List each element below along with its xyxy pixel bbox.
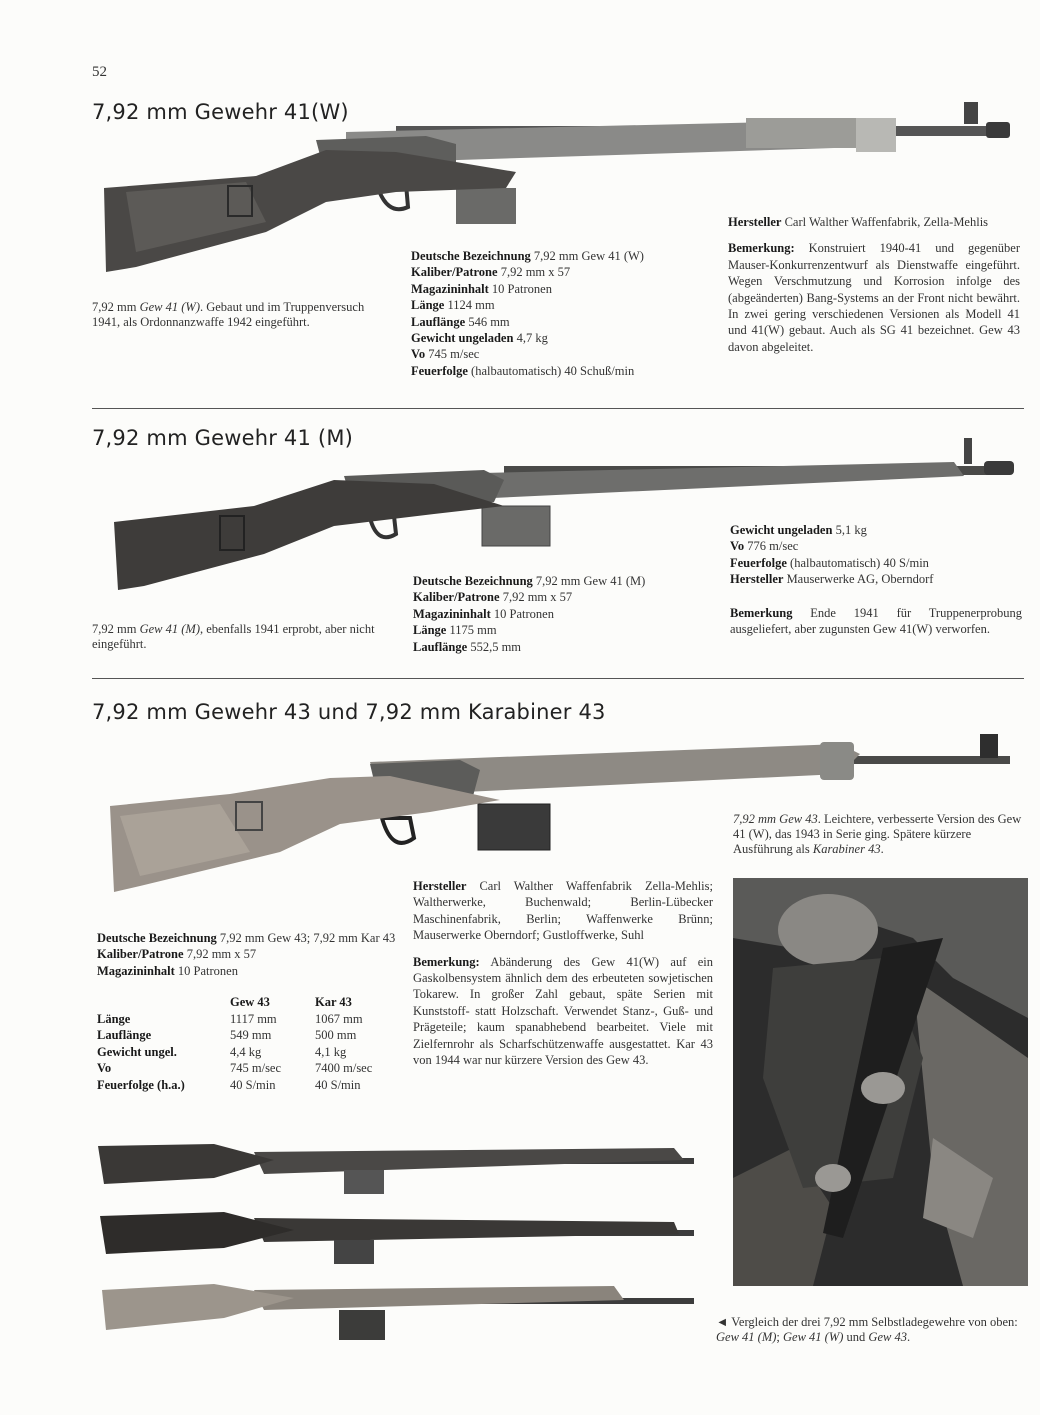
spec-value: 10 Patronen	[493, 606, 554, 621]
section-title-gewehr-41w: 7,92 mm Gewehr 41(W)	[92, 100, 349, 124]
table-cell-kar: 1067 mm	[315, 1011, 363, 1026]
table-cell-gew: 40 S/min	[230, 1077, 276, 1092]
section-divider-2	[92, 678, 1024, 679]
table-cell-gew: 1117 mm	[230, 1011, 277, 1026]
spec-key: Gewicht ungeladen	[730, 523, 833, 537]
spec-value: 7,92 mm x 57	[502, 590, 573, 605]
caption-three-rifles: ◄ Vergleich der drei 7,92 mm Selbstladegewehre von oben: Gew 41 (M); Gew 41 (W) und Gew 43.	[716, 1315, 1018, 1344]
caption-gewehr-43: 7,92 mm Gew 43. Leichtere, verbesserte Version des Gew 41 (W), das 1943 in Serie ging. Spätere kürzere Ausführung als Karabiner 43.	[733, 812, 1022, 856]
spec-key: Deutsche Bezeichnung	[413, 574, 533, 588]
column-header-gew43: Gew 43	[230, 995, 270, 1009]
table-row	[97, 1060, 405, 1077]
section-title-gewehr-41m: 7,92 mm Gewehr 41 (M)	[92, 426, 354, 450]
spec-value: 1175 mm	[449, 623, 497, 638]
spec-key: Lauflänge	[413, 639, 468, 654]
table-cell-gew: 745 m/sec	[230, 1061, 282, 1075]
spec-line	[730, 555, 1020, 571]
spec-value: 546 mm	[468, 314, 510, 329]
section-divider-1	[92, 408, 1024, 409]
spec-key: Kaliber/Patrone	[413, 590, 500, 605]
spec-value: (halbautomatisch) 40 S/min	[790, 555, 929, 570]
spec-line	[411, 346, 711, 362]
table-row	[97, 1044, 405, 1061]
spec-line	[413, 573, 713, 589]
table-cell-key: Lauflänge	[97, 1028, 152, 1042]
spec-line	[411, 248, 711, 264]
spec-value: 7,92 mm Gew 41 (M)	[535, 574, 646, 588]
notes-gewehr-41m: Bemerkung Ende 1941 für Truppenerprobung ausgeliefert, aber zugunsten Gew 41(W) verworfen.	[730, 606, 1022, 637]
spec-key: Vo	[411, 347, 426, 362]
spec-key: Gewicht ungeladen	[411, 331, 514, 346]
table-row	[97, 1077, 405, 1094]
table-row	[97, 1011, 405, 1028]
spec-key: Länge	[413, 623, 447, 638]
soldier-trench-photo	[733, 878, 1028, 1286]
spec-line	[413, 589, 713, 605]
section-title-gewehr-43: 7,92 mm Gewehr 43 und 7,92 mm Karabiner 43	[92, 700, 606, 724]
spec-line	[730, 522, 1020, 538]
specs-right-gewehr-41m	[730, 522, 1020, 588]
table-row	[97, 1027, 405, 1044]
spec-line	[411, 264, 711, 280]
spec-value: 7,92 mm x 57	[500, 265, 571, 280]
table-cell-key: Länge	[97, 1011, 131, 1026]
spec-key: Magazininhalt	[411, 281, 489, 296]
specs-gewehr-43: Deutsche Bezeichnung 7,92 mm Gew 43; 7,92 mm Kar 43 Kaliber/Patrone 7,92 mm x 57 Magazininhalt 10 Patronen	[97, 931, 396, 978]
spec-value: 4,7 kg	[516, 331, 548, 346]
spec-key: Vo	[730, 539, 745, 554]
table-cell-kar: 7400 m/sec	[315, 1061, 373, 1075]
spec-value: 552,5 mm	[470, 639, 522, 654]
spec-key: Kaliber/Patrone	[411, 265, 498, 280]
caption-gewehr-41w: 7,92 mm Gew 41 (W). Gebaut und im Truppenversuch 1941, als Ordonnanzwaffe 1942 eingeführt.	[92, 300, 365, 329]
spec-line	[413, 622, 713, 638]
spec-value: 745 m/sec	[428, 347, 480, 362]
specs-gewehr-41w	[411, 248, 711, 379]
spec-line	[413, 639, 713, 655]
notes-gewehr-41w: Hersteller Carl Walther Waffenfabrik, Zella-Mehlis Bemerkung: Konstruiert 1940-41 und gegenüber Mauser-Konkurrenzentwurf als Dienstwaffe eingeführt. Wegen Verschmutzung und Korrosion infolge des (abgeänderten) Bang-Systems an der Front nicht bewährt. In zwei gering verschiedenen Versionen als Modell 41 und 41(W) gebaut. Auch als SG 41 bezeichnet. Gew 43 davon abgeleitet.	[728, 215, 1021, 354]
three-rifles-comparison-photo	[94, 1130, 706, 1355]
spec-line	[411, 297, 711, 313]
table-cell-kar: 40 S/min	[315, 1077, 361, 1092]
spec-line	[730, 538, 1020, 554]
spec-key: Magazininhalt	[413, 606, 491, 621]
spec-line	[730, 571, 1020, 587]
column-header-kar43: Kar 43	[315, 995, 352, 1009]
table-cell-key: Gewicht ungel.	[97, 1044, 177, 1059]
spec-key: Deutsche Bezeichnung	[411, 249, 531, 263]
spec-value: 7,92 mm Gew 41 (W)	[533, 249, 644, 263]
spec-key: Feuerfolge	[411, 363, 468, 378]
table-cell-key: Feuerfolge (h.a.)	[97, 1077, 185, 1092]
spec-value: 5,1 kg	[835, 523, 867, 537]
spec-line	[413, 606, 713, 622]
spec-value: 776 m/sec	[747, 539, 799, 554]
spec-key: Lauflänge	[411, 314, 466, 329]
table-cell-kar: 500 mm	[315, 1028, 357, 1042]
table-cell-key: Vo	[97, 1061, 112, 1075]
table-cell-kar: 4,1 kg	[315, 1044, 347, 1059]
spec-line	[411, 281, 711, 297]
spec-line	[411, 314, 711, 330]
spec-line	[411, 330, 711, 346]
spec-value: 10 Patronen	[491, 281, 552, 296]
table-cell-gew: 4,4 kg	[230, 1044, 262, 1059]
arrow-left-icon: ◄	[716, 1315, 729, 1329]
spec-value: Mauserwerke AG, Oberndorf	[786, 572, 934, 587]
comparison-table-gew43-kar43	[97, 994, 405, 1093]
spec-key: Länge	[411, 298, 445, 313]
specs-gewehr-41m	[413, 573, 713, 655]
spec-line	[411, 363, 711, 379]
caption-gewehr-41m: 7,92 mm Gew 41 (M), ebenfalls 1941 erprobt, aber nicht eingeführt.	[92, 622, 375, 651]
table-cell-gew: 549 mm	[230, 1028, 272, 1042]
notes-gewehr-43: Hersteller Carl Walther Waffenfabrik Zella-Mehlis; Waltherwerke, Buchenwald; Berlin-Lübecker Maschinenfabrik, Berlin; Waffenwerke Brünn; Mauserwerke Oberndorf; Gustloffwerke, Suhl Bemerkung: Abänderung des Gew 41(W) auf ein Gaskolbensystem ähnlich dem des erbeuteten sowjetischen Tokarew. In großer Zahl gebaut, späte Serien mit Kunststoff- statt Holzschaft. Verwendet Stanz-, Guß- und Prägeteile; kaum spanabhebend bearbeitet. Viele mit Zielfernrohr als Scharfschützenwaffe ausgestattet. Kar 43 von 1944 war nur kürzere Version des Gew 43.	[413, 879, 714, 1068]
spec-key: Feuerfolge	[730, 555, 787, 570]
spec-key: Hersteller	[730, 572, 784, 587]
spec-value: 1124 mm	[447, 298, 495, 313]
spec-value: (halbautomatisch) 40 Schuß/min	[471, 363, 635, 378]
page-number: 52	[92, 64, 107, 80]
